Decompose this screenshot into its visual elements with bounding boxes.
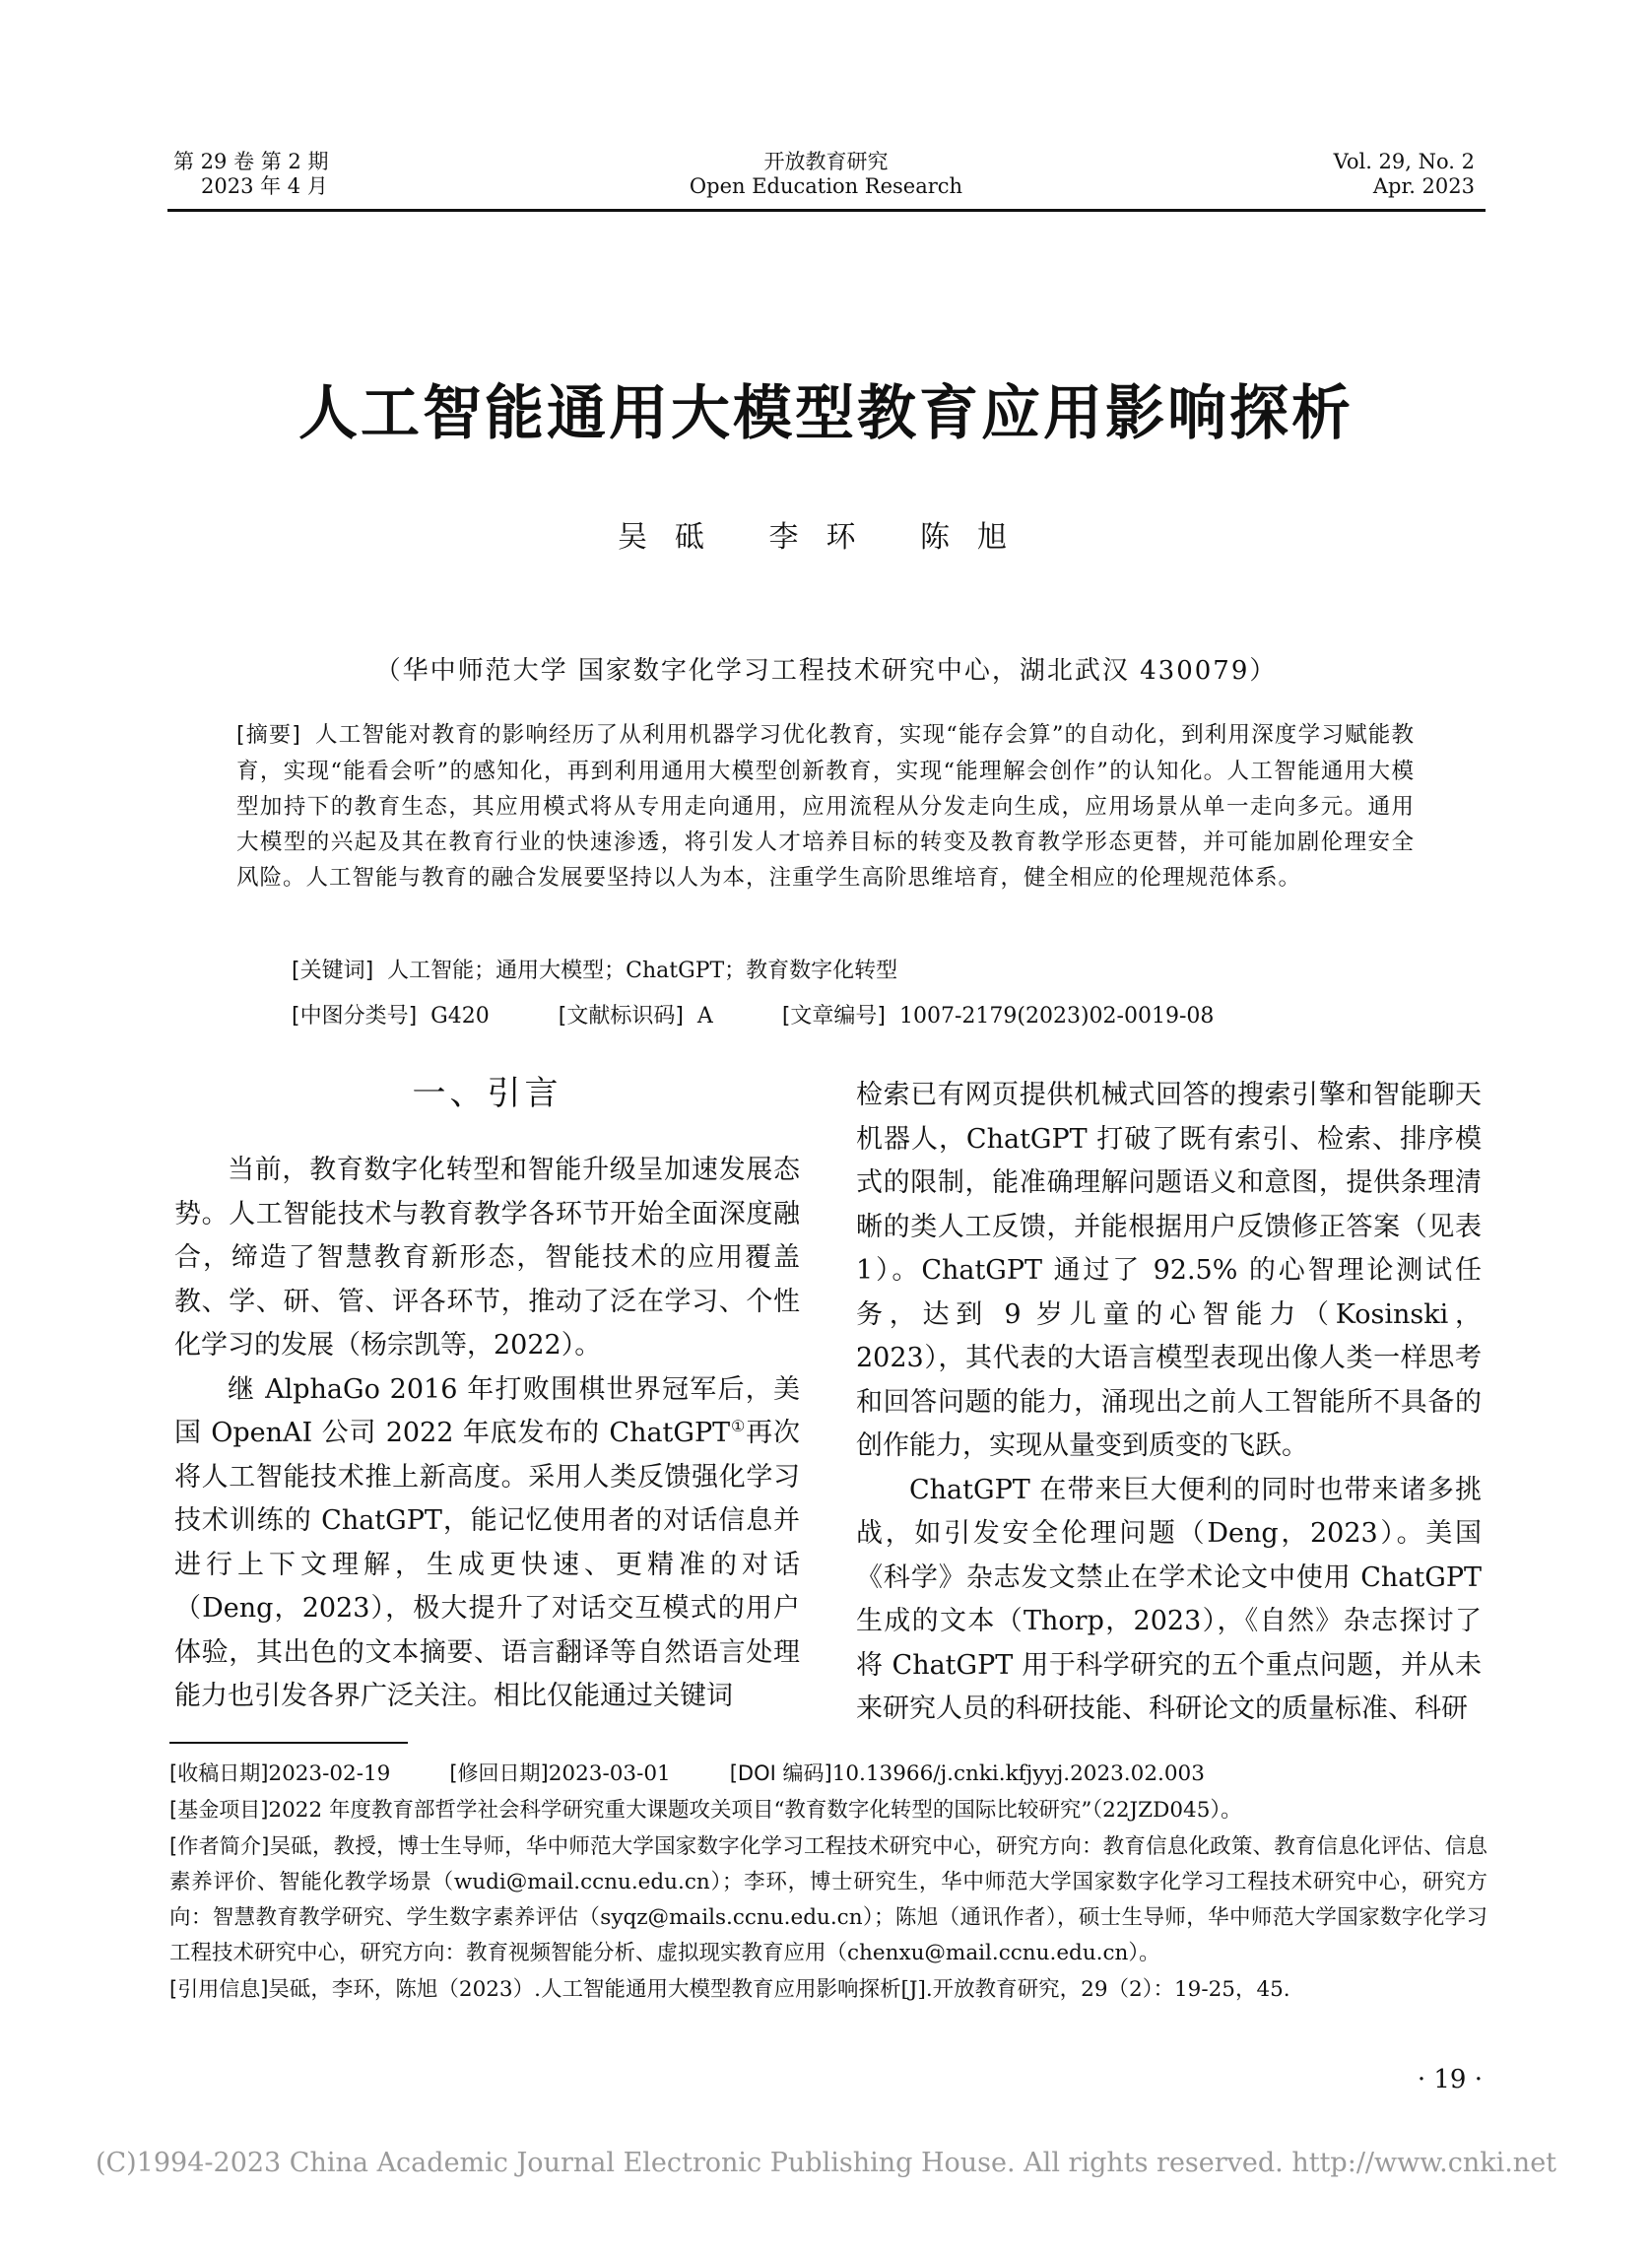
copyright-notice: (C)1994-2023 China Academic Journal Electronic Publishing House. All rights reserved. http://www.cnki.net (95, 2148, 1557, 2178)
body-paragraph: ChatGPT 在带来巨大便利的同时也带来诸多挑战，如引发安全伦理问题（Deng，2023）。美国《科学》杂志发文禁止在学术论文中使用 ChatGPT 生成的文本（Thorp，2023），《自然》杂志探讨了将 ChatGPT 用于科学研究的五个重点问题，并从未来研究人员的科研技能、科研论文的质量标准、科研 (856, 1474, 1482, 1724)
keywords (292, 954, 897, 984)
paragraph-text: 再次将人工智能技术推上新高度。采用人类反馈强化学习技术训练的 ChatGPT，能记忆使用者的对话信息并进行上下文理解，生成更快速、更精准的对话（Deng，2023），极大提升了对话交互模式的用户体验，其出色的文本摘要、语言翻译等自然语言处理能力也引发各界广泛关注。相比仅能通过关键词 (174, 1418, 801, 1711)
doi-value: 10.13966/j.cnki.kfjyyj.2023.02.003 (831, 1761, 1205, 1786)
author-bio-label: [作者简介] (169, 1834, 270, 1858)
volume-en: Vol. 29, No. 2 (1333, 150, 1475, 173)
doi-label: [DOI 编码] (729, 1761, 832, 1785)
journal-name-en: Open Education Research (689, 174, 963, 198)
body-column-right (856, 1074, 1482, 1732)
abstract-text: 人工智能对教育的影响经历了从利用机器学习优化教育，实现“能存会算”的自动化，到利用深度学习赋能教育，实现“能看会听”的感知化，再到利用通用大模型创新教育，实现“能理解会创作”的认知化。人工智能通用大模型加持下的教育生态，其应用模式将从专用走向通用，应用流程从分发走向生成，应用场景从单一走向多元。通用大模型的兴起及其在教育行业的快速渗透，将引发人才培养目标的转变及教育教学形态更替，并可能加剧伦理安全风险。人工智能与教育的融合发展要坚持以人为本，注重学生高阶思维培育，健全相应的伦理规范体系。 (236, 722, 1415, 891)
section-heading: 一、引言 (412, 1074, 562, 1113)
issue-date: 2023 年 4 月 (201, 174, 328, 198)
body-paragraph (174, 1368, 800, 1719)
body-column-left (174, 1064, 800, 1719)
citation-value: 吴砥，李环，陈旭（2023）.人工智能通用大模型教育应用影响探析[J].开放教育研究，29（2）：19-25，45. (268, 1977, 1290, 2002)
footnote-marker: ① (730, 1417, 747, 1435)
article-number-value: 1007-2179(2023)02-0019-08 (898, 1004, 1215, 1029)
clc-label: [中图分类号] (292, 1004, 418, 1029)
body-paragraph: 检索已有网页提供机械式回答的搜索引擎和智能聊天机器人，ChatGPT 打破了既有索引、检索、排序模式的限制，能准确理解问题语义和意图，提供条理清晰的类人工反馈，并能根据用户反馈修正答案（见表 1）。ChatGPT 通过了 92.5% 的心智理论测试任务，达到 9 岁儿童的心智能力（Kosinski，2023），其代表的大语言模型表现出像人类一样思考和回答问题的能力，涌现出之前人工智能所不具备的创作能力，实现从量变到质变的飞跃。 (856, 1080, 1482, 1461)
abstract-label: [摘要] (236, 723, 301, 748)
fund-value: 2022 年度教育部哲学社会科学研究重大课题攻关项目“教育数字化转型的国际比较研究”（22JZD045）。 (268, 1798, 1242, 1823)
journal-volume-en (1334, 150, 1475, 199)
keywords-text: 人工智能；通用大模型；ChatGPT；教育数字化转型 (387, 959, 898, 983)
article-title: 人工智能通用大模型教育应用影响探析 (298, 379, 1354, 448)
citation-label: [引用信息] (169, 1977, 269, 2001)
fund-line (169, 1792, 1487, 1828)
keywords-label: [关键词] (292, 959, 374, 983)
author-affiliation: （华中师范大学 国家数字化学习工程技术研究中心，湖北武汉 430079） (374, 656, 1278, 686)
doc-code-label: [文献标识码] (558, 1004, 684, 1029)
author-list: 吴砥 李环 陈旭 (617, 520, 1035, 555)
revised-label: [修回日期] (449, 1761, 549, 1785)
received-date: 2023-02-19 (268, 1761, 391, 1786)
article-footnotes (169, 1756, 1487, 2008)
date-en: Apr. 2023 (1372, 174, 1475, 198)
fund-label: [基金项目] (169, 1798, 269, 1822)
date-line (169, 1756, 1487, 1792)
author-bio-value: 吴砥，教授，博士生导师，华中师范大学国家数字化学习工程技术研究中心，研究方向：教育信息化政策、教育信息化评估、信息素养评价、智能化教学场景（wudi@mail.ccnu.edu.cn）；李环，博士研究生，华中师范大学国家数字化学习工程技术研究中心，研究方向：智慧教育教学研究、学生数字素养评估（syqz@mails.ccnu.edu.cn）；陈旭（通讯作者），硕士生导师，华中师范大学国家数字化学习工程技术研究中心，研究方向：教育视频智能分析、虚拟现实教育应用（chenxu@mail.ccnu.edu.cn）。 (169, 1834, 1487, 1965)
header-divider (167, 209, 1486, 212)
citation-line (169, 1971, 1487, 2008)
journal-name-cn: 开放教育研究 (763, 150, 889, 173)
paragraph-text: 继 AlphaGo 2016 年打败围棋世界冠军后，美国 OpenAI 公司 2022 年底发布的 ChatGPT (174, 1373, 800, 1448)
clc-value: G420 (430, 1004, 490, 1029)
abstract (236, 717, 1415, 896)
article-number-label: [文章编号] (781, 1004, 886, 1029)
received-label: [收稿日期] (169, 1761, 269, 1785)
body-paragraph: 当前，教育数字化转型和智能升级呈加速发展态势。人工智能技术与教育教学各环节开始全面深度融合，缔造了智慧教育新形态，智能技术的应用覆盖教、学、研、管、评各环节，推动了泛在学习、个性化学习的发展（杨宗凯等，2022）。 (174, 1155, 800, 1361)
volume-issue: 第 29 卷 第 2 期 (173, 150, 329, 173)
revised-date: 2023-03-01 (548, 1761, 671, 1786)
author-bio (169, 1828, 1487, 1971)
page-number: · 19 · (1417, 2065, 1483, 2094)
footnote-divider (169, 1742, 408, 1744)
classification-line (292, 999, 1214, 1029)
doc-code-value: A (696, 1004, 713, 1029)
